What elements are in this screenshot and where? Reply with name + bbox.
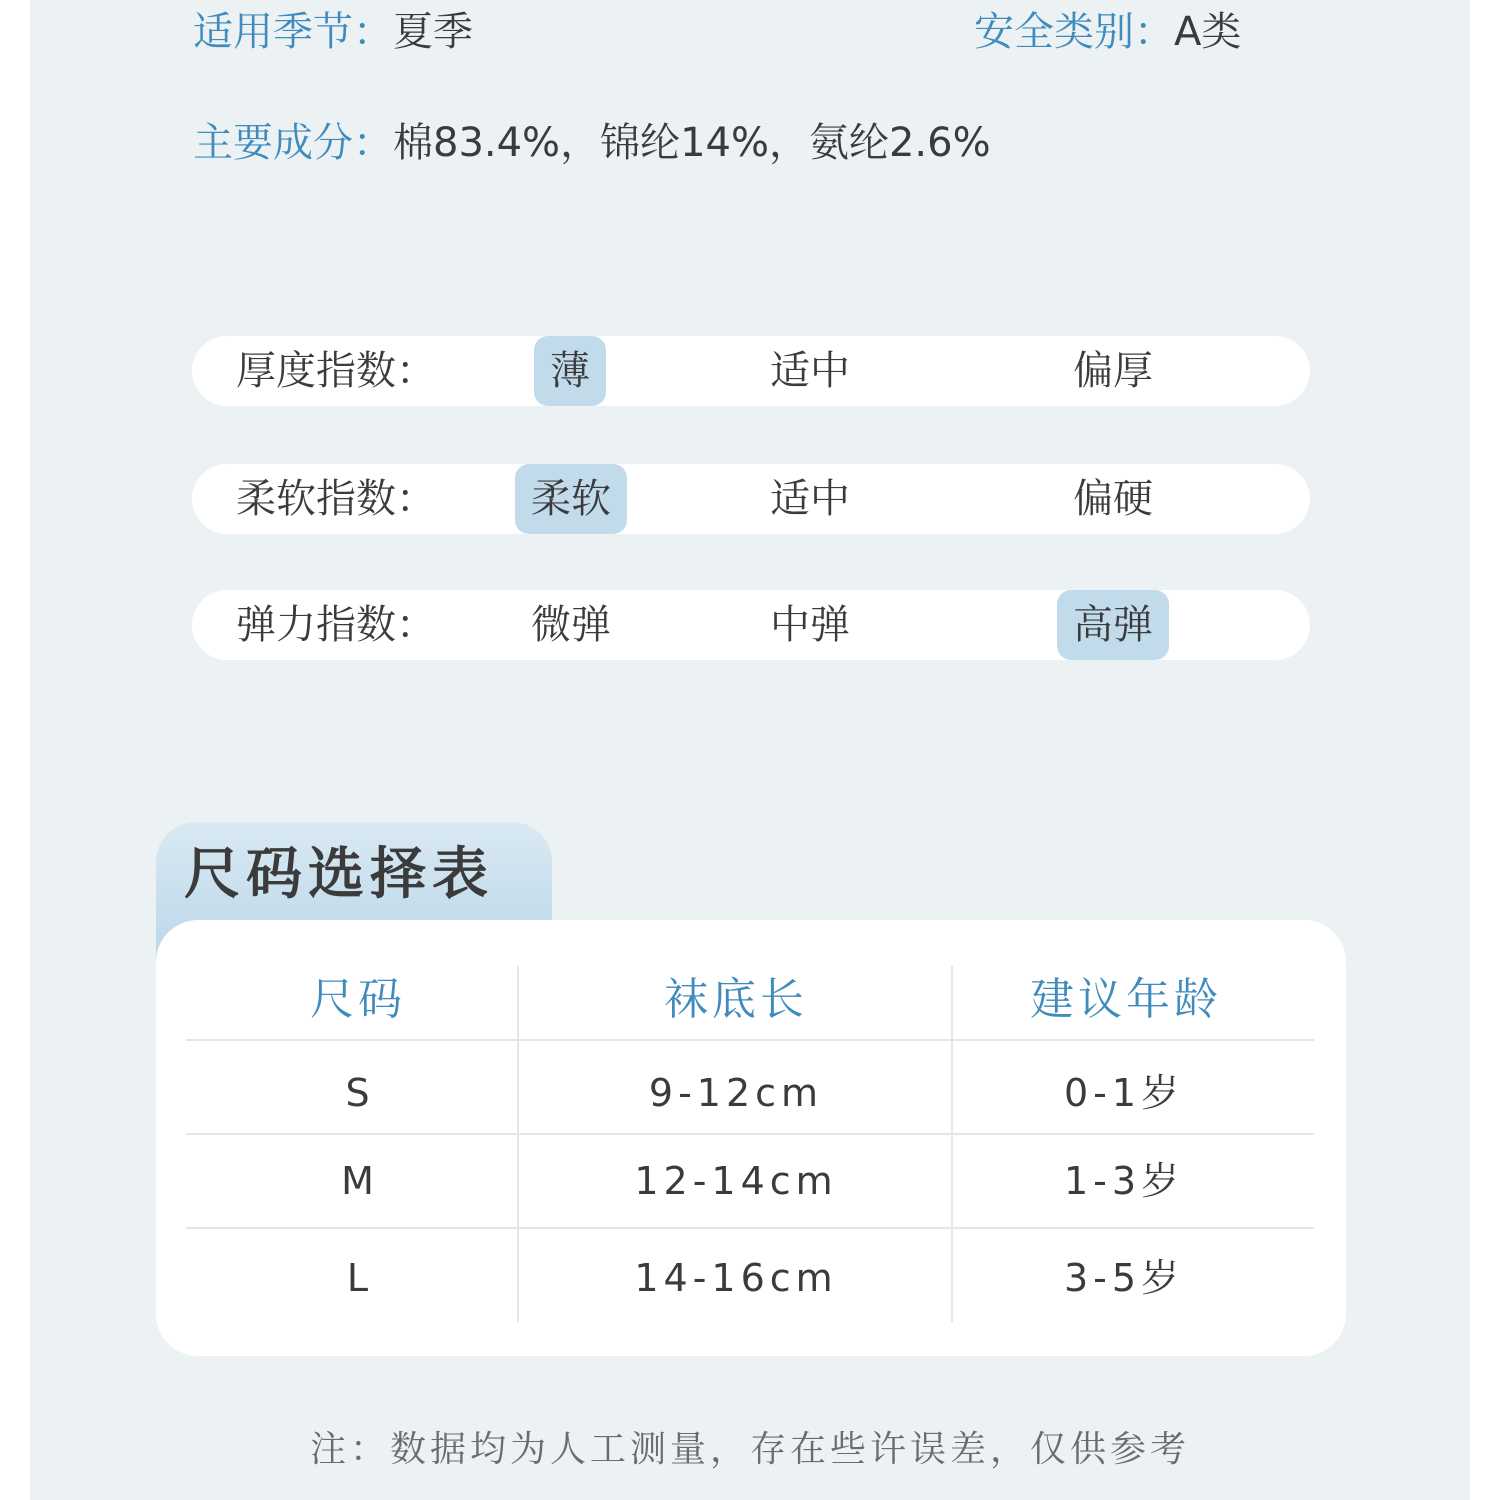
index-label: 厚度指数： (236, 348, 436, 394)
index-option-selected: 柔软 (515, 464, 627, 534)
table-cell: 14-16cm (634, 1256, 838, 1300)
index-option: 微弹 (531, 602, 611, 648)
index-option-selected: 薄 (534, 336, 606, 406)
season-value: 夏季 (393, 9, 473, 55)
row-divider (186, 1133, 1314, 1135)
row-divider (186, 1227, 1314, 1229)
safety-info (974, 9, 1242, 55)
table-cell: L (346, 1256, 374, 1300)
column-divider (517, 966, 519, 1322)
safety-value: A类 (1174, 9, 1242, 55)
measurement-note: 注：数据均为人工测量，存在些许误差，仅供参考 (309, 1429, 1190, 1470)
index-label: 柔软指数： (236, 476, 436, 522)
softness-index-row (192, 464, 1310, 534)
index-option: 偏硬 (1073, 476, 1153, 522)
season-label: 适用季节： (193, 9, 393, 55)
elasticity-index-row (192, 590, 1310, 660)
material-label: 主要成分： (193, 120, 393, 166)
index-option-selected: 高弹 (1057, 590, 1169, 660)
column-header-size: 尺码 (310, 974, 406, 1025)
material-info (193, 120, 991, 166)
table-cell: 0-1岁 (1063, 1071, 1185, 1115)
season-info (193, 9, 473, 55)
column-header-sole-length: 袜底长 (664, 974, 808, 1025)
index-option: 适中 (770, 476, 850, 522)
table-cell: S (345, 1071, 375, 1115)
index-option: 适中 (770, 348, 850, 394)
index-label: 弹力指数： (236, 602, 436, 648)
table-cell: 9-12cm (648, 1071, 824, 1115)
index-option: 偏厚 (1073, 348, 1153, 394)
safety-label: 安全类别： (974, 9, 1174, 55)
thickness-index-row (192, 336, 1310, 406)
column-header-age: 建议年龄 (1030, 974, 1222, 1025)
table-cell: 3-5岁 (1063, 1256, 1185, 1300)
table-cell: 1-3岁 (1063, 1159, 1185, 1203)
row-divider (186, 1039, 1314, 1041)
material-value: 棉83.4%，锦纶14%，氨纶2.6% (393, 120, 991, 166)
index-option: 中弹 (770, 602, 850, 648)
column-divider (951, 966, 953, 1322)
table-cell: M (341, 1159, 379, 1203)
size-chart-title: 尺码选择表 (184, 842, 494, 907)
table-cell: 12-14cm (634, 1159, 838, 1203)
